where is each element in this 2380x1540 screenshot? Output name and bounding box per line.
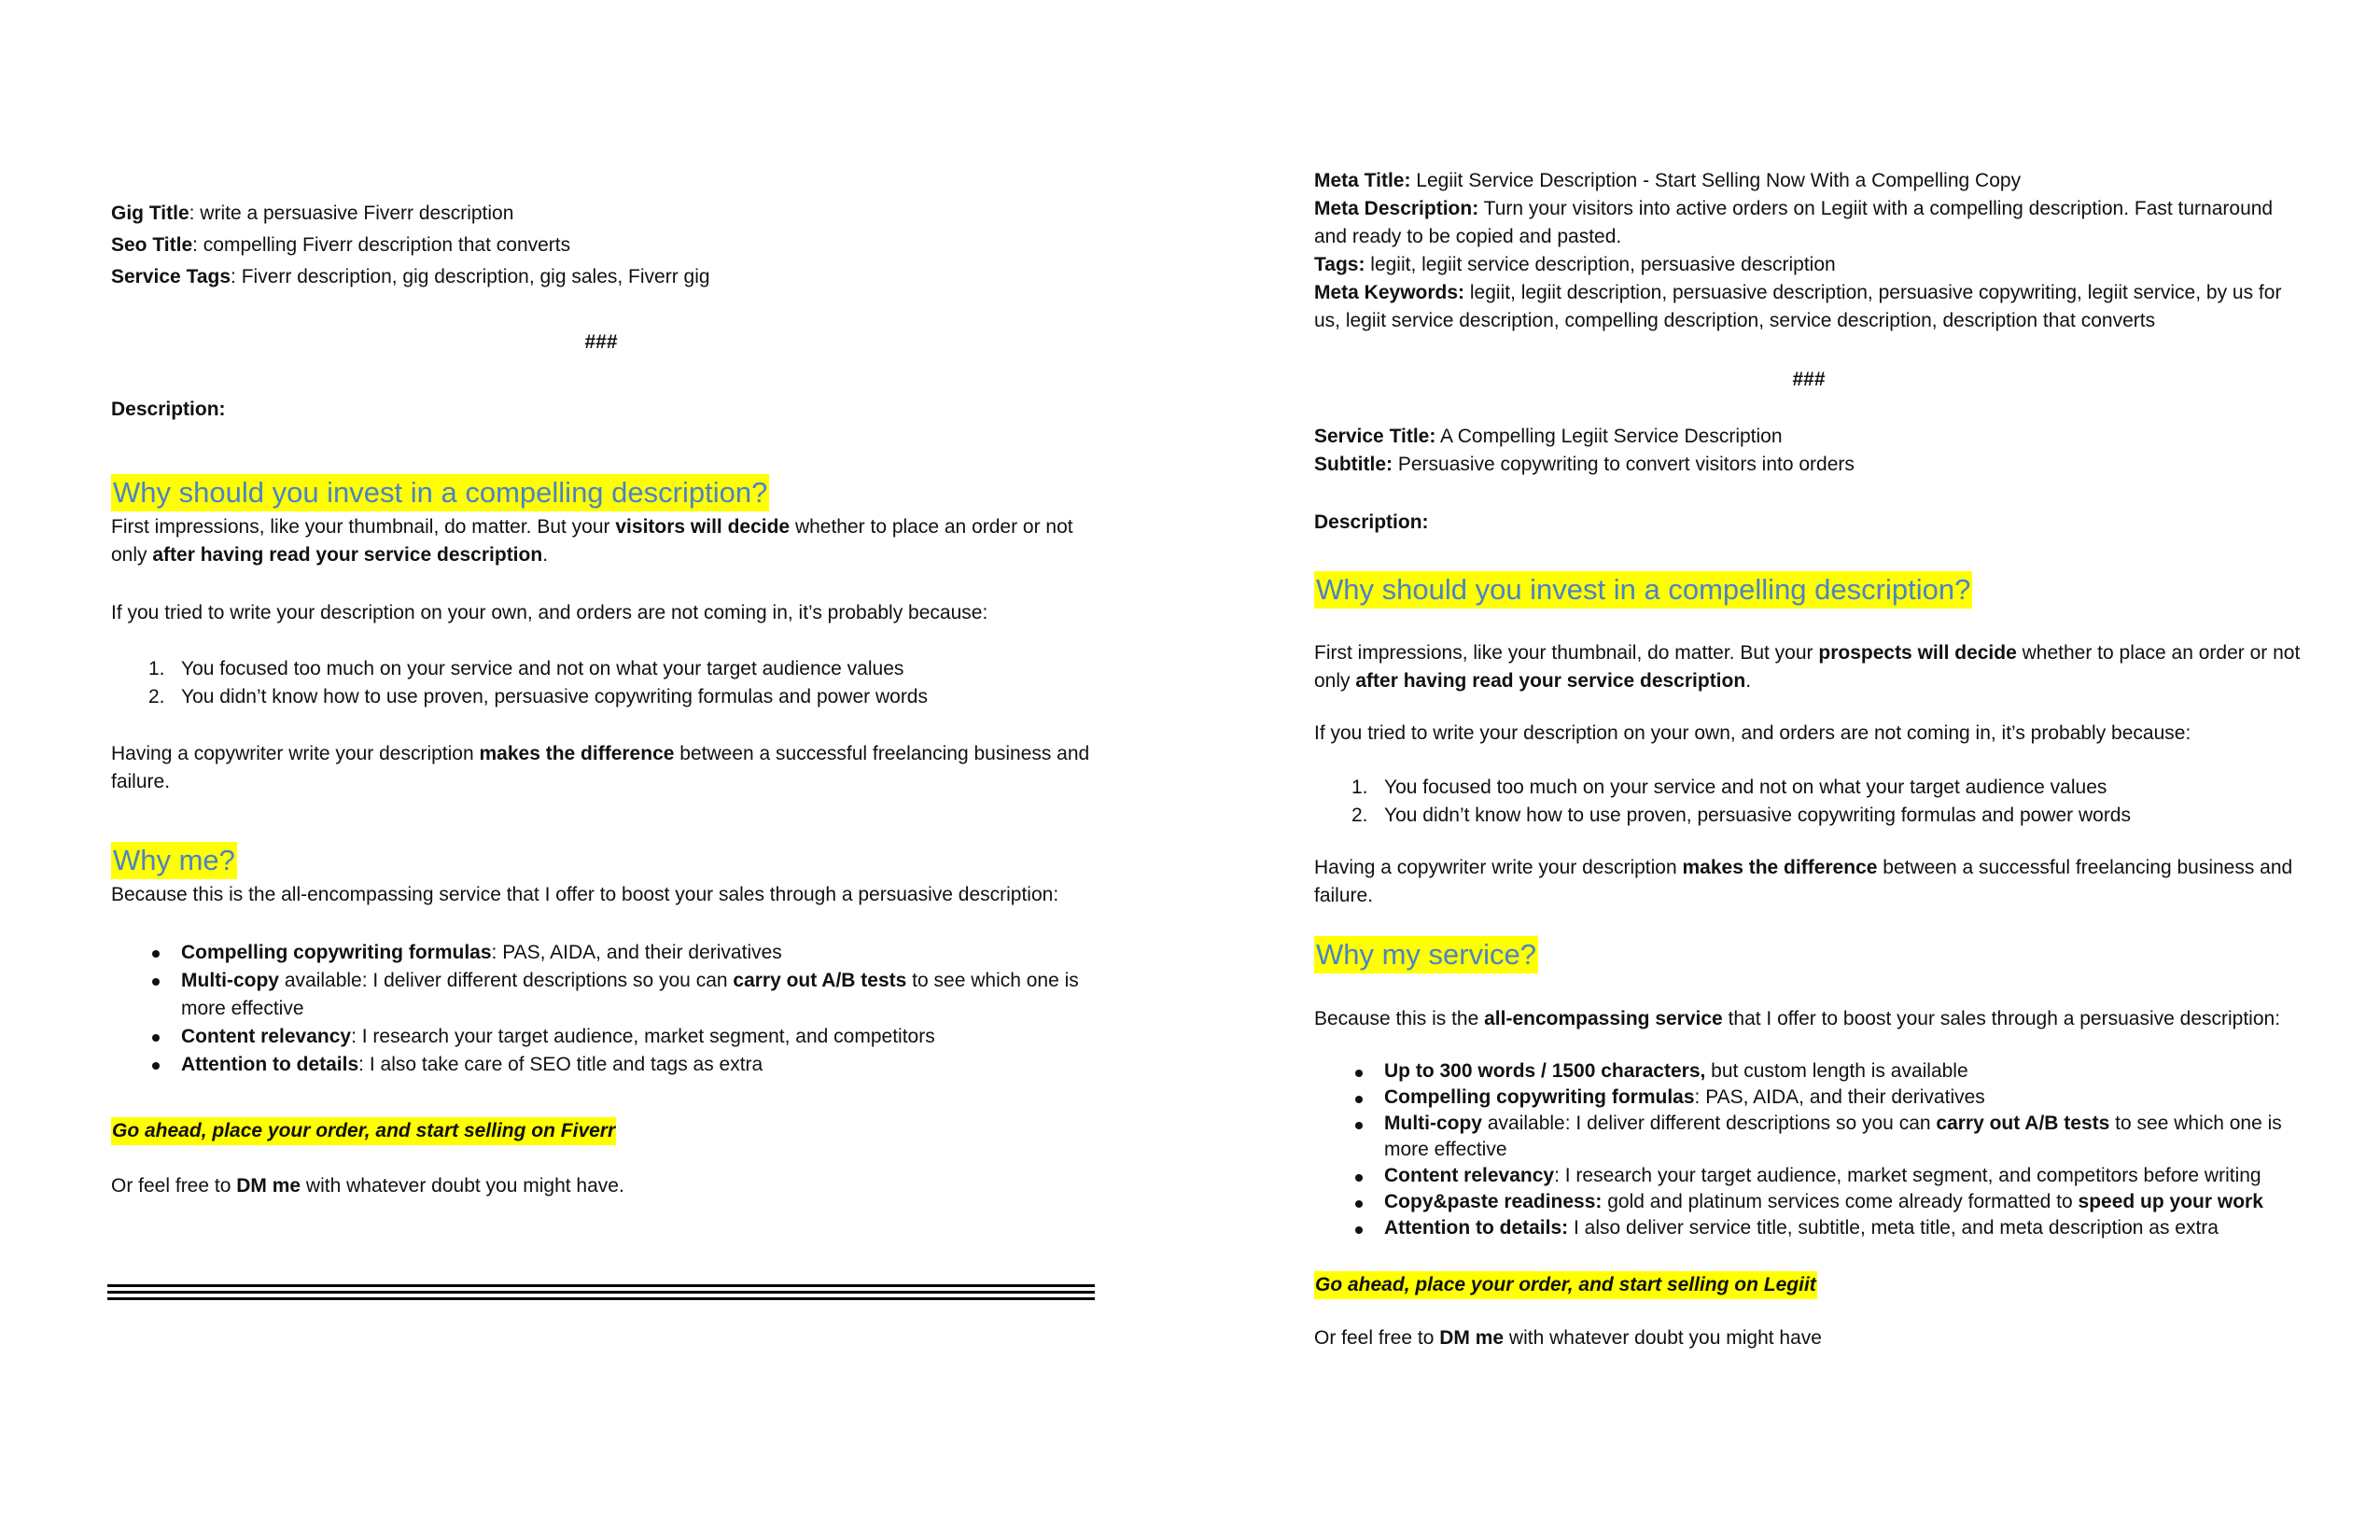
seo-title-label: Seo Title xyxy=(111,234,193,256)
cta-text: Go ahead, place your order, and start selling on Legiit xyxy=(1314,1271,1817,1299)
bullet-text: I also deliver service title, subtitle, meta title, and meta description as extra xyxy=(1568,1217,2219,1239)
bullet-bold: carry out A/B tests xyxy=(1936,1113,2110,1134)
list-item xyxy=(111,967,1091,1023)
service-title-value: A Compelling Legiit Service Description xyxy=(1435,426,1783,447)
cta-text: Go ahead, place your order, and start selling on Fiverr xyxy=(111,1117,616,1145)
list-item xyxy=(111,1023,1091,1051)
list-item xyxy=(1314,774,2303,802)
list-text: You focused too much on your service and not on what your target audience values xyxy=(181,658,904,679)
bullet-icon xyxy=(1355,1096,1363,1103)
meta-description-label: Meta Description: xyxy=(1314,198,1479,219)
meta-title-label: Meta Title: xyxy=(1314,170,1411,191)
separator: ### xyxy=(584,331,618,353)
heading-why-my-service-text: Why my service? xyxy=(1314,936,1538,973)
gig-title-label: Gig Title xyxy=(111,203,189,224)
bullet-text: gold and platinum services come already formatted to xyxy=(1602,1191,2079,1212)
divider xyxy=(107,1284,1095,1287)
p1-c: whether to place an order or not only xyxy=(1314,642,2301,692)
bullet-icon xyxy=(152,1034,160,1042)
list-item xyxy=(1314,1111,2303,1163)
p1-d: after having read your service description xyxy=(152,544,543,566)
list-item xyxy=(1314,1163,2303,1189)
list-item xyxy=(111,939,1091,967)
subtitle-value: Persuasive copywriting to convert visitors into orders xyxy=(1393,454,1855,475)
dm-me: DM me xyxy=(1439,1327,1505,1349)
bullet-text: to see which one is more effective xyxy=(1384,1113,2282,1160)
heading-invest xyxy=(111,474,769,511)
paragraph-copywriter xyxy=(1314,854,2303,910)
list-item xyxy=(1314,1085,2303,1111)
heading-invest-text: Why should you invest in a compelling description? xyxy=(111,474,769,511)
heading-why-me-text: Why me? xyxy=(111,842,237,879)
bullet-text: : PAS, AIDA, and their derivatives xyxy=(491,942,782,963)
bullet-icon xyxy=(152,1062,160,1070)
meta-keywords-line xyxy=(1314,279,2303,335)
bullet-bold: Compelling copywriting formulas xyxy=(1384,1086,1695,1108)
p4-a: Because this is the xyxy=(1314,1008,1485,1029)
description-label-text: Description: xyxy=(111,399,226,420)
p3-b: makes the difference xyxy=(1682,857,1878,878)
service-tags-label: Service Tags xyxy=(111,266,231,287)
paragraph-because: Because this is the all-encompassing service that I offer to boost your sales through a persuasive description: xyxy=(111,884,1059,905)
bullet-text: : I research your target audience, market segment, and competitors xyxy=(351,1026,935,1047)
description-label xyxy=(1314,509,1429,537)
dm-me: DM me xyxy=(236,1175,301,1197)
gig-title-line xyxy=(111,200,1091,228)
list-item xyxy=(1314,1215,2303,1241)
bullet-icon xyxy=(152,978,160,986)
p1-a: First impressions, like your thumbnail, do matter. But your xyxy=(1314,642,1819,664)
closing-c: with whatever doubt you might have. xyxy=(301,1175,624,1197)
benefits-list xyxy=(1314,1058,2303,1241)
tags-line xyxy=(1314,251,2303,279)
description-label xyxy=(111,396,226,424)
p4-c: that I offer to boost your sales through a persuasive description: xyxy=(1722,1008,2281,1029)
bullet-bold: Content relevancy xyxy=(1384,1165,1555,1186)
paragraph-copywriter xyxy=(111,740,1091,796)
list-item xyxy=(1314,1058,2303,1085)
p3-a: Having a copywriter write your description xyxy=(111,743,480,764)
list-number: 1. xyxy=(148,658,165,679)
bullet-text: : I research your target audience, market segment, and competitors before writing xyxy=(1554,1165,2261,1186)
bullet-bold: speed up your work xyxy=(2078,1191,2263,1212)
service-title-label: Service Title: xyxy=(1314,426,1436,447)
heading-invest-text: Why should you invest in a compelling description? xyxy=(1314,571,1972,609)
list-text: You focused too much on your service and not on what your target audience values xyxy=(1384,777,2107,798)
bullet-bold: Copy&paste readiness: xyxy=(1384,1191,1603,1212)
bullet-text: available: I deliver different descriptions so you can xyxy=(279,970,734,991)
subtitle-label: Subtitle: xyxy=(1314,454,1393,475)
p3-c: between a successful freelancing business and failure. xyxy=(111,743,1090,792)
meta-title-line xyxy=(1314,167,2303,195)
paragraph-because xyxy=(1314,1005,2322,1033)
bullet-bold: Attention to details xyxy=(181,1054,359,1075)
p1-e: . xyxy=(1745,670,1752,692)
paragraph-tried: If you tried to write your description on your own, and orders are not coming in, it’s probably because: xyxy=(111,602,988,623)
subtitle-line xyxy=(1314,451,2303,479)
meta-keywords-label: Meta Keywords: xyxy=(1314,282,1465,303)
meta-description-line xyxy=(1314,195,2303,251)
reasons-list xyxy=(111,655,1091,711)
bullet-text: but custom length is available xyxy=(1705,1060,1968,1082)
p3-b: makes the difference xyxy=(479,743,675,764)
cta-line xyxy=(1314,1271,1817,1299)
paragraph-first-impressions xyxy=(111,513,1091,569)
p4-b: all-encompassing service xyxy=(1484,1008,1723,1029)
list-text: You didn’t know how to use proven, persuasive copywriting formulas and power words xyxy=(181,686,928,707)
p3-c: between a successful freelancing business and failure. xyxy=(1314,857,2293,906)
list-item xyxy=(1314,802,2303,830)
bullet-text: available: I deliver different descriptions so you can xyxy=(1482,1113,1937,1134)
bullet-text: : I also take care of SEO title and tags as extra xyxy=(358,1054,763,1075)
p1-e: . xyxy=(542,544,549,566)
paragraph-first-impressions xyxy=(1314,639,2303,695)
p1-d: after having read your service description xyxy=(1355,670,1746,692)
list-item xyxy=(111,683,1091,711)
service-tags-line xyxy=(111,263,1091,291)
list-text: You didn’t know how to use proven, persuasive copywriting formulas and power words xyxy=(1384,805,2131,826)
bullet-icon xyxy=(1355,1174,1363,1182)
list-number: 2. xyxy=(1351,805,1368,826)
paragraph-tried: If you tried to write your description on your own, and orders are not coming in, it’s probably because: xyxy=(1314,722,2191,744)
reasons-list xyxy=(1314,774,2303,830)
closing-a: Or feel free to xyxy=(111,1175,237,1197)
heading-why-me xyxy=(111,842,237,879)
heading-why-my-service xyxy=(1314,936,1538,973)
meta-description-value: Turn your visitors into active orders on Legiit with a compelling description. Fast turnaround and ready to be copied and pasted. xyxy=(1314,198,2274,247)
list-item xyxy=(111,655,1091,683)
tags-value: legiit, legiit service description, persuasive description xyxy=(1365,254,1836,275)
bullet-bold: Up to 300 words / 1500 characters, xyxy=(1384,1060,1706,1082)
divider xyxy=(107,1297,1095,1300)
heading-invest xyxy=(1314,571,1972,609)
divider xyxy=(107,1291,1095,1294)
closing-line xyxy=(1314,1324,2303,1352)
meta-keywords-value: legiit, legiit description, persuasive description, persuasive copywriting, legiit service, by us for us, legiit service description, compelling description, service description, description that converts xyxy=(1314,282,2282,331)
bullet-icon xyxy=(1355,1200,1363,1208)
closing-a: Or feel free to xyxy=(1314,1327,1440,1349)
bullet-bold: Multi-copy xyxy=(181,970,279,991)
p1-c: whether to place an order or not only xyxy=(111,516,1073,566)
bullet-bold: Content relevancy xyxy=(181,1026,352,1047)
closing-c: with whatever doubt you might have xyxy=(1504,1327,1822,1349)
bullet-bold: carry out A/B tests xyxy=(733,970,907,991)
benefits-list xyxy=(111,939,1091,1079)
bullet-bold: Attention to details: xyxy=(1384,1217,1569,1239)
cta-line xyxy=(111,1117,616,1145)
service-tags-value: : Fiverr description, gig description, gig sales, Fiverr gig xyxy=(231,266,710,287)
description-label-text: Description: xyxy=(1314,511,1429,533)
list-item xyxy=(111,1051,1091,1079)
service-title-line xyxy=(1314,423,2303,451)
bullet-bold: Compelling copywriting formulas xyxy=(181,942,492,963)
p3-a: Having a copywriter write your description xyxy=(1314,857,1683,878)
seo-title-line xyxy=(111,231,1091,259)
gig-title-value: : write a persuasive Fiverr description xyxy=(189,203,514,224)
bullet-text: : PAS, AIDA, and their derivatives xyxy=(1694,1086,1985,1108)
meta-title-value: Legiit Service Description - Start Selling Now With a Compelling Copy xyxy=(1410,170,2022,191)
bullet-text: to see which one is more effective xyxy=(181,970,1079,1019)
separator: ### xyxy=(1792,369,1826,390)
bullet-icon xyxy=(1355,1122,1363,1129)
p1-b: visitors will decide xyxy=(615,516,791,538)
p1-a: First impressions, like your thumbnail, do matter. But your xyxy=(111,516,616,538)
list-number: 2. xyxy=(148,686,165,707)
list-number: 1. xyxy=(1351,777,1368,798)
bullet-bold: Multi-copy xyxy=(1384,1113,1482,1134)
list-item xyxy=(1314,1189,2303,1215)
closing-line xyxy=(111,1172,1091,1200)
seo-title-value: : compelling Fiverr description that converts xyxy=(192,234,571,256)
bullet-icon xyxy=(1355,1070,1363,1077)
bullet-icon xyxy=(1355,1226,1363,1234)
p1-b: prospects will decide xyxy=(1818,642,2017,664)
tags-label: Tags: xyxy=(1314,254,1365,275)
bullet-icon xyxy=(152,950,160,958)
